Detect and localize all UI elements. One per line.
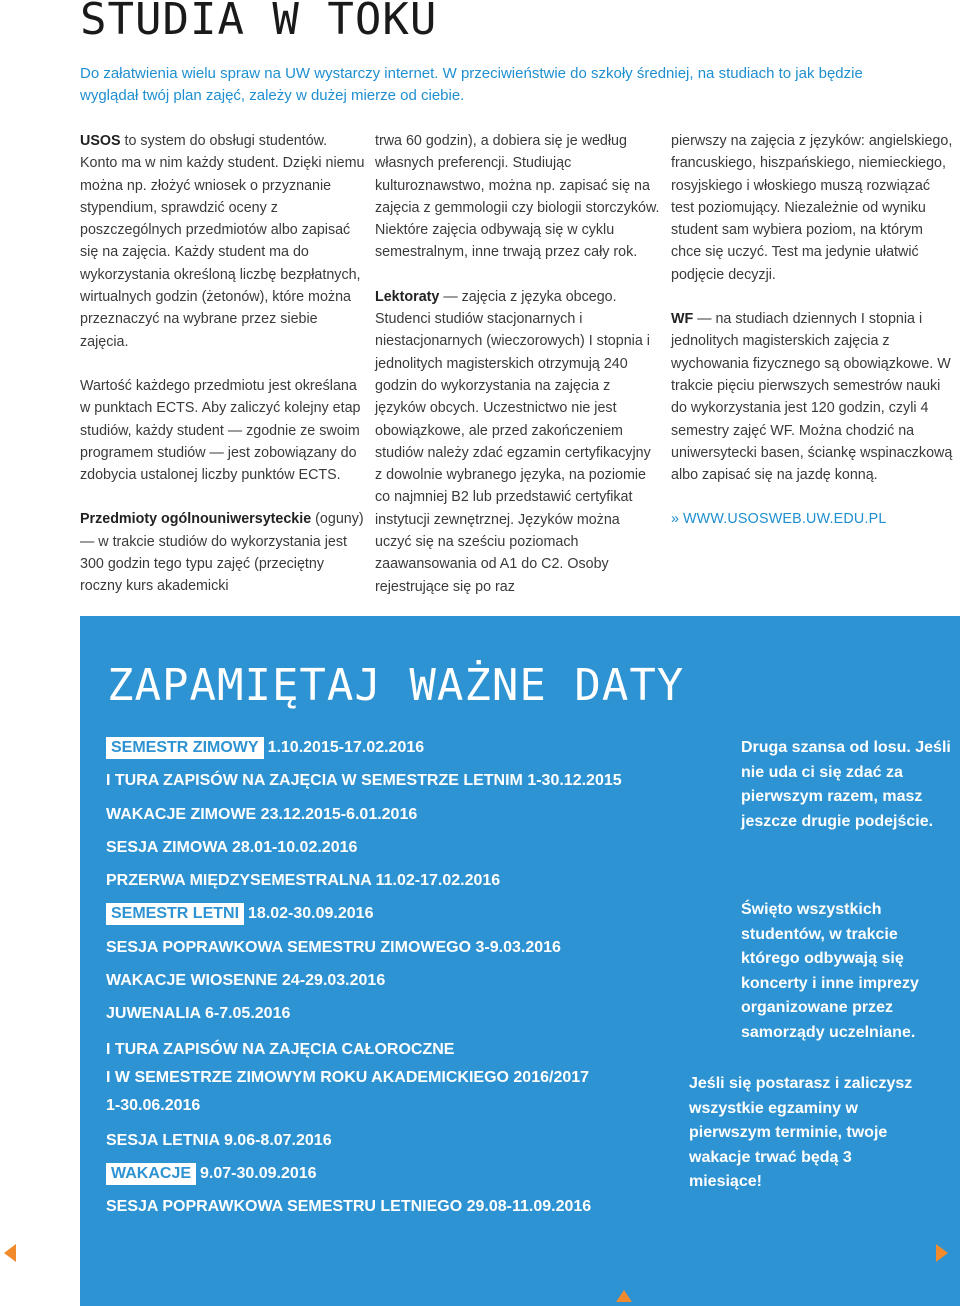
wf-paragraph: [671, 308, 956, 486]
usosweb-link-row: [671, 508, 956, 530]
date-item-tura1-caloroczne: [106, 1036, 666, 1120]
up-triangle-icon: [616, 1290, 632, 1302]
oguny-text: (oguny) — w trakcie studiów do wykorzystania jest 300 godzin tego typu zajęć (przeciętny roczny kurs akademicki: [80, 511, 364, 595]
date-item-tura1-letni: I TURA ZAPISÓW NA ZAJĘCIA W SEMESTRZE LETNIM 1-30.12.2015: [106, 772, 622, 790]
date-item-sesja-poprawkowa-letnia: SESJA POPRAWKOWA SEMESTRU LETNIEGO 29.08-11.09.2016: [106, 1198, 592, 1216]
semestr-letni-date: 18.02-30.09.2016: [248, 905, 374, 923]
column-3: [671, 130, 956, 553]
dates-panel-title: ZAPAMIĘTAJ WAŻNE DATY: [107, 660, 685, 711]
date-item-juwenalia: JUWENALIA 6-7.05.2016: [106, 1005, 291, 1023]
lektoraty-text: — zajęcia z języka obcego. Studenci studiów stacjonarnych i niestacjonarnych (wieczorowych) I stopnia i jednolitych magisterskich otrzymują 240 godzin do wykorzystania na zajęcia z języków obcych. Uczestnictwo nie jest obowiązkowe, ale przed zakończeniem studiów należy zdać egzamin certyfikacyjny z dowolnie wybranego języka, na poziomie co najmniej B2 lub przedstawić certyfikat instytucji zewnętrznej. Języków można uczyć się na sześciu poziomach zaawansowania od A1 do C2. Osoby rejestrujące się po raz: [375, 288, 651, 595]
lektoraty-lead: Lektoraty: [375, 288, 440, 305]
right-triangle-icon: [936, 1244, 948, 1262]
note-summer-holidays: Jeśli się postarasz i zaliczysz wszystkie egzaminy w pierwszym terminie, twoje wakacje trwać będą 3 miesiące!: [689, 1075, 913, 1190]
dates-list: [106, 736, 666, 1229]
date-item-semestr-letni: [106, 902, 666, 935]
date-item-sesja-poprawkowa-zimowa: SESJA POPRAWKOWA SEMESTRU ZIMOWEGO 3-9.03.2016: [106, 938, 561, 956]
tura1-caloroczne-line2: I W SEMESTRZE ZIMOWYM ROKU AKADEMICKIEGO 2016/2017: [106, 1068, 590, 1086]
usos-paragraph: [80, 130, 365, 353]
lektoraty-paragraph: [375, 286, 660, 598]
semestr-zimowy-tag: SEMESTR ZIMOWY: [106, 737, 264, 759]
date-item-wakacje-zimowe: WAKACJE ZIMOWE 23.12.2015-6.01.2016: [106, 805, 418, 823]
oguny-paragraph: [80, 508, 365, 597]
oguny-lead: Przedmioty ogólnouniwersyteckie: [80, 511, 312, 528]
wf-lead: WF: [671, 311, 694, 328]
note-juwenalia: Święto wszystkich studentów, w trakcie którego odbywają się koncerty i inne imprezy organizowane przez samorządy uczelniane.: [741, 901, 919, 1041]
date-item-sesja-zimowa: SESJA ZIMOWA 28.01-10.02.2016: [106, 838, 358, 856]
wf-text: — na studiach dziennych I stopnia i jednolitych magisterskich zajęcia z wychowania fizycznego są obowiązkowe. W trakcie pięciu pierwszych semestrów nauki do wykorzystania jest 120 godzin, czyli 4 semestry zajęć WF. Można chodzić na uniwersytecki basen, ściankę wspinaczkową albo zapisać się na jazdę konną.: [671, 311, 953, 484]
oguny-continued-paragraph: trwa 60 godzin), a dobiera się je według własnych preferencji. Studiując kulturoznawstwo, można np. zapisać się na zajęcia z gemmologii czy biologii storczyków. Niektóre zajęcia odbywają się w cyklu semestralnym, inne trwają przez cały rok.: [375, 133, 660, 261]
date-item-semestr-zimowy: [106, 736, 666, 769]
wakacje-date: 9.07-30.09.2016: [200, 1164, 317, 1182]
date-item-wakacje: [106, 1162, 666, 1195]
lektoraty-continued-paragraph: pierwszy na zajęcia z języków: angielskiego, francuskiego, hiszpańskiego, niemieckiego, rosyjskiego i włoskiego muszą rozwiązać test poziomujący. Niezależnie od wyniku student sam wybiera poziom, na którym chce się uczyć. Test ma jedynie ułatwić podjęcie decyzji.: [671, 133, 953, 283]
note-second-chance: Druga szansa od losu. Jeśli nie uda ci się zdać za pierwszym razem, masz jeszcze drugie podejście.: [741, 739, 951, 830]
date-item-przerwa: PRZERWA MIĘDZYSEMESTRALNA 11.02-17.02.2016: [106, 872, 501, 890]
column-2: [375, 130, 660, 620]
usos-text: to system do obsługi studentów. Konto ma w nim każdy student. Dzięki niemu można np. złożyć wniosek o przyznanie stypendium, sprawdzić oceny z poszczególnych przedmiotów albo zapisać się na zajęcia. Każdy student ma do wykorzystania określoną liczbę bezpłatnych, wirtualnych godzin (żetonów), które można przeznaczyć na wybrane przez siebie zajęcia.: [80, 133, 365, 350]
date-item-sesja-letnia: SESJA LETNIA 9.06-8.07.2016: [106, 1131, 332, 1149]
tura1-caloroczne-line3: 1-30.06.2016: [106, 1096, 201, 1114]
usos-lead: USOS: [80, 133, 121, 149]
tura1-caloroczne-line1: I TURA ZAPISÓW NA ZAJĘCIA CAŁOROCZNE: [106, 1040, 455, 1058]
double-chevron-icon: »: [671, 511, 679, 528]
usosweb-link[interactable]: WWW.USOSWEB.UW.EDU.PL: [682, 511, 887, 528]
page-title: STUDIA W TOKU: [80, 0, 438, 45]
date-item-wakacje-wiosenne: WAKACJE WIOSENNE 24-29.03.2016: [106, 972, 386, 990]
intro-text: Do załatwienia wielu spraw na UW wystarczy internet. W przeciwieństwie do szkoły średniej, na studiach to jak będzie wyglądał twój plan zajęć, zależy w dużej mierze od ciebie.: [80, 65, 863, 104]
semestr-letni-tag: SEMESTR LETNI: [106, 903, 244, 925]
wakacje-tag: WAKACJE: [106, 1163, 196, 1185]
semestr-zimowy-date: 1.10.2015-17.02.2016: [267, 739, 425, 756]
column-1: [80, 130, 365, 620]
ects-paragraph: Wartość każdego przedmiotu jest określana w punktach ECTS. Aby zaliczyć kolejny etap studiów, każdy student — zgodnie ze swoim programem studiów — jest zobowiązany do zdobycia ustalonej liczby punktów ECTS.: [80, 377, 361, 484]
left-triangle-icon: [4, 1244, 16, 1262]
